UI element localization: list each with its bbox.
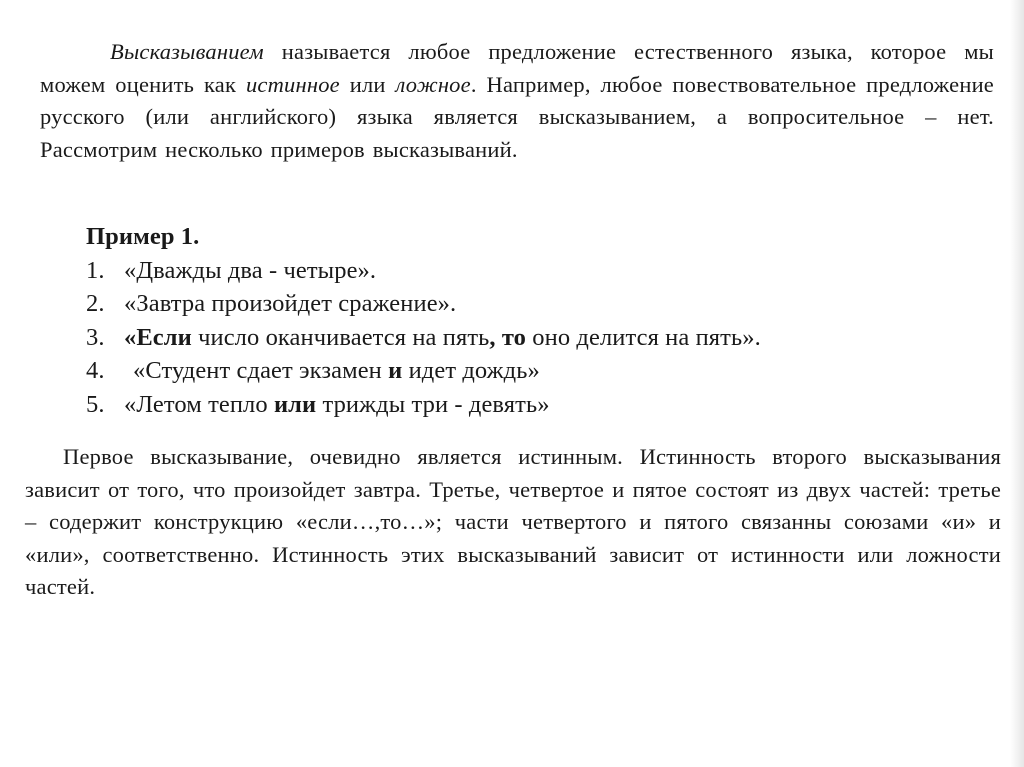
item-number: 5. xyxy=(86,390,105,418)
item-number: 2. xyxy=(86,290,105,317)
explanation-paragraph: Первое высказывание, очевидно является истинным. Истинность второго высказывания зависит от того, что произойдет завтра. Третье, четвертое и пятое состоят из двух частей: третье – содержит конструкцию «если…,то…»; части четвертого и пятого связанны союзами «и» и «или», соответственно. Истинность этих высказываний зависит от истинности или ложности частей. xyxy=(25,444,1001,599)
item-text: оно делится на пять». xyxy=(526,323,761,351)
term-statement: Высказыванием xyxy=(110,39,264,64)
example-item-2 xyxy=(86,287,761,321)
item-keyword-if: Если xyxy=(136,323,192,351)
item-text: число оканчивается на пять xyxy=(191,323,490,351)
page-edge-shadow xyxy=(1010,0,1024,767)
example-block xyxy=(86,220,761,421)
item-text: «Завтра произойдет сражение». xyxy=(124,290,457,317)
item-keyword-and: и xyxy=(388,357,403,384)
definition-text-b: или xyxy=(339,71,396,97)
item-number: 3. xyxy=(86,323,105,351)
example-item-4 xyxy=(86,354,761,388)
word-false: ложное xyxy=(395,71,471,97)
example-title: Пример 1. xyxy=(86,223,200,250)
example-item-1 xyxy=(86,254,761,288)
example-item-5 xyxy=(86,388,761,422)
item-text: идет дождь» xyxy=(402,357,540,384)
item-number: 1. xyxy=(86,256,105,284)
definition-paragraph xyxy=(40,36,994,166)
example-item-3 xyxy=(86,321,761,355)
example-list xyxy=(86,254,761,422)
item-keyword-then: , то xyxy=(489,323,527,351)
item-keyword-or: или xyxy=(273,390,317,418)
item-number: 4. xyxy=(86,357,105,384)
item-quote-open: « xyxy=(124,323,137,351)
definition-text-c: . Например, любое повествовательное предложение русского (или английского) языка является высказыванием, а вопросительное – нет. Рассмотрим несколько примеров высказываний. xyxy=(40,71,994,162)
item-text: «Дважды два - четыре». xyxy=(124,256,377,284)
word-true: истинное xyxy=(245,71,340,97)
item-text: трижды три - девять» xyxy=(316,390,550,418)
item-text: «Студент сдает экзамен xyxy=(133,357,389,384)
definition-text-a: называется любое предложение естественного языка, которое мы можем оценить как xyxy=(40,39,994,97)
item-text: «Летом тепло xyxy=(124,390,274,418)
